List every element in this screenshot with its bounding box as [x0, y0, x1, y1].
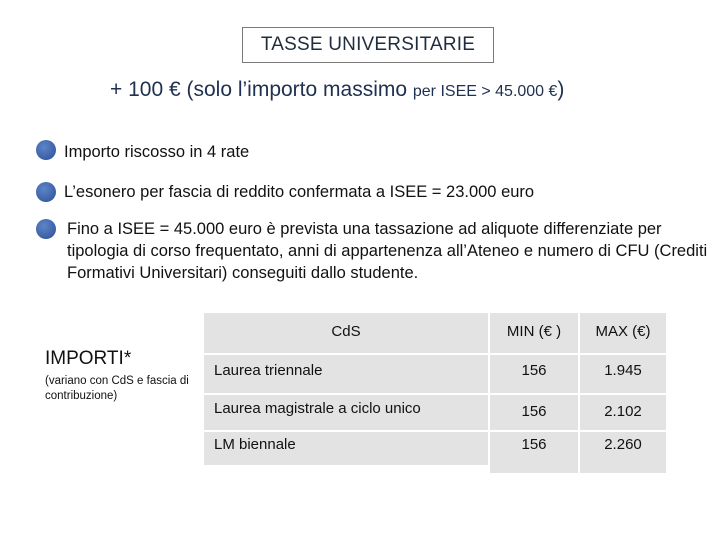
- bullet-icon: [36, 219, 56, 239]
- bullet-icon: [36, 140, 56, 160]
- table-cell-cds-3: LM biennale: [214, 436, 296, 453]
- table-cell-min-3: 156: [521, 436, 547, 453]
- table-cell-min-1: 156: [521, 362, 547, 379]
- subtitle: [110, 78, 564, 102]
- table-cell-cds-2: Laurea magistrale a ciclo unico: [214, 400, 421, 417]
- row-divider: [204, 430, 666, 432]
- table-cell-max-1: 1.945: [604, 362, 642, 379]
- bullet-text-2: L’esonero per fascia di reddito confermata a ISEE = 23.000 euro: [64, 183, 535, 201]
- table-header-min: MIN (€ ): [490, 313, 578, 353]
- table-header-max: MAX (€): [580, 313, 666, 353]
- bullet-text-1: Importo riscosso in 4 rate: [64, 143, 250, 161]
- table-header-cds: CdS: [204, 313, 488, 353]
- subtitle-close: ): [557, 78, 565, 101]
- fees-table: [204, 313, 666, 465]
- bullet-icon: [36, 182, 56, 202]
- subtitle-small: per ISEE > 45.000 €: [412, 83, 558, 100]
- table-cell-min-2: 156: [521, 403, 547, 420]
- row-divider: [204, 393, 666, 395]
- page-title: TASSE UNIVERSITARIE: [242, 27, 494, 63]
- bullet-text-3: Fino a ISEE = 45.000 euro è prevista una tassazione ad aliquote differenziate per tipologia di corso frequentato, anni di appartenenza all’Ateneo e numero di CFU (Crediti Formativi Universitari) conseguiti dallo studente.: [67, 220, 708, 282]
- importi-note: (variano con CdS e fascia di contribuzione): [45, 375, 189, 402]
- subtitle-main: + 100 € (solo l’importo massimo: [110, 78, 413, 101]
- importi-title: IMPORTI*: [45, 348, 132, 369]
- table-cell-max-2: 2.102: [604, 403, 642, 420]
- table-cell-cds-1: Laurea triennale: [214, 362, 323, 379]
- table-cell-max-3: 2.260: [604, 436, 642, 453]
